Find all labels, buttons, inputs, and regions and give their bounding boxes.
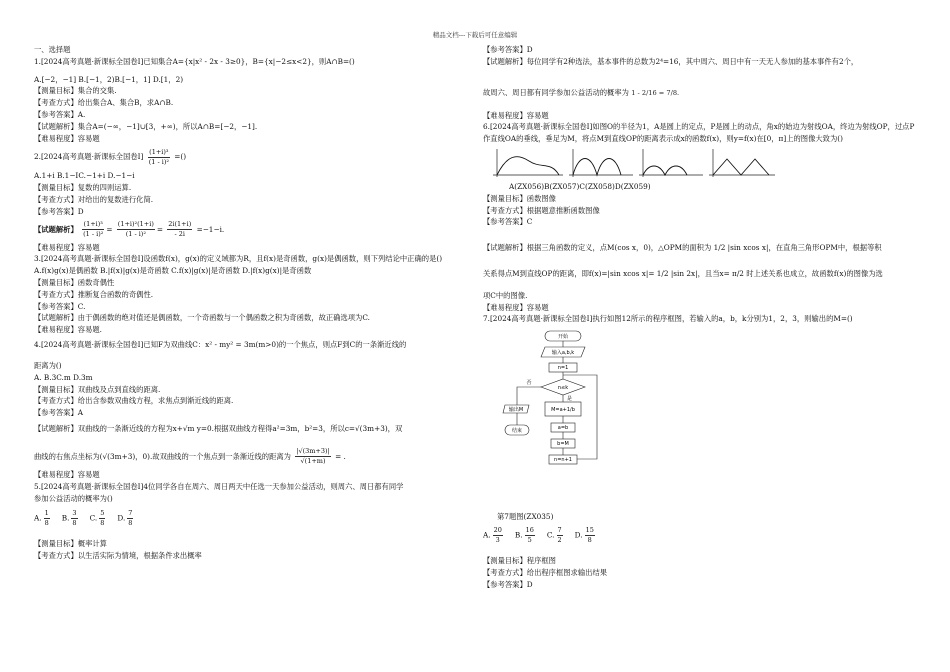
q6-graph-labels: A(ZX056)B(ZX057)C(ZX058)D(ZX059) xyxy=(509,181,651,191)
left-column xyxy=(34,44,466,562)
q5-stem: 5.[2024高考真题·新课标全国卷Ⅰ]4位同学各自在周六、周日两天中任选一天参加公益活动，则周六、周日都有同学 xyxy=(34,481,404,491)
q1-goal: 【测量目标】集合的交集. xyxy=(34,86,117,96)
q6-graph-c xyxy=(639,149,703,177)
q5-choice-d-num: 7 xyxy=(128,508,133,517)
q4-dist-den: √(1+m) xyxy=(300,457,326,466)
q7-choice-d-frac xyxy=(585,526,595,545)
flow-output: 输出M xyxy=(508,407,524,414)
q2-expression xyxy=(148,148,170,167)
flow-no-label: 否 xyxy=(526,380,532,387)
q7-choice-a-frac xyxy=(493,526,503,545)
q3-method: 【考查方式】推断复合函数的奇偶性. xyxy=(34,289,154,299)
q2-analysis: 【试题解析】 $\frac{\text{(1+i)³}}{\text{(1 - i)²}}$ = $\frac{\text{(1+i)²(1+i)}}{\text{(1 - i)²}}$ = $\frac{2i(1+i)}{- 2i}$ =−1−i. xyxy=(34,220,225,239)
q7-method: 【考查方式】给出程序框图求输出结果 xyxy=(483,567,608,577)
flow-calc: M=a+1/b xyxy=(551,407,575,414)
q5-choice-a-letter: A. xyxy=(34,513,42,523)
q5-choice-a-num: 1 xyxy=(44,508,49,517)
q1-method: 【考查方式】给出集合A、集合B，求A∩B. xyxy=(34,98,174,108)
q4-stem-2: 距离为() xyxy=(34,360,62,370)
q5-analysis: 【试题解析】每位同学有2种选法，基本事件的总数为2⁴=16，其中周六、周日中有一天无人参加的基本事件有2个， xyxy=(483,56,859,66)
q7-choice-d xyxy=(575,526,597,545)
q5-answer: 【参考答案】D xyxy=(483,45,533,54)
q6-level: 【难易程度】容易题 xyxy=(483,302,549,312)
q2-frac-2-den: (1 - i)² xyxy=(125,230,146,239)
q4-analysis-2-text: 曲线的右焦点坐标为(√(3m+3)，0).故双曲线的一个焦点到一条渐近线的距离为 xyxy=(34,451,291,461)
q7-stem: 7.[2024高考真题·新课标全国卷Ⅰ]执行如图12所示的程序框图，若输入的a，b，k分别为1，2，3，则输出的M=() xyxy=(483,314,853,324)
q7-choice-a-num: 20 xyxy=(493,526,502,535)
q5-choice-b xyxy=(62,509,80,528)
q5-choice-b-letter: B. xyxy=(61,513,70,523)
q5-level: 【难易程度】容易题 xyxy=(483,110,549,120)
q7-goal: 【测量目标】程序框图 xyxy=(483,555,556,565)
q4-distance-frac xyxy=(295,447,330,466)
q5-choice-b-den: 8 xyxy=(72,518,77,527)
flow-yes-label: 是 xyxy=(567,396,573,403)
q5-choice-a-frac xyxy=(44,509,50,528)
q6-analysis-2: 关系得点M到直线OP的距离，即f(x)=|sin xcos x|= 1/2 |sin 2x|，且当x= π/2 时上述关系也成立，故函数f(x)的图像为选 xyxy=(483,268,883,278)
q7-choice-c-den: 2 xyxy=(557,536,562,545)
q7-choice-d-letter: D. xyxy=(574,530,583,540)
q7-choice-c xyxy=(547,526,565,545)
q5-choice-c-frac xyxy=(99,509,105,528)
q2-goal: 【测量目标】复数的四则运算. xyxy=(34,183,132,193)
q6-graph-b xyxy=(569,149,633,177)
flow-init: n=1 xyxy=(557,365,569,372)
q2-frac-3-den: - 2i xyxy=(174,230,186,239)
q1-level: 【难易程度】容易题 xyxy=(34,133,100,143)
q2-choices: A.1+i B.1−IC.−1+i D.−1−i xyxy=(34,171,135,181)
page-header: 精品文档---下载后可任意编辑 xyxy=(432,31,518,39)
q7-choice-b-frac xyxy=(525,526,535,545)
q3-stem: 3.[2024高考真题·新课标全国卷Ⅰ]设函数f(x)，g(x)的定义域都为R，且f(x)是奇函数，g(x)是偶函数，则下列结论中正确的是() xyxy=(34,254,443,264)
q2-frac-3 xyxy=(167,220,192,239)
q7-choice-a-den: 3 xyxy=(495,536,500,545)
q7-choice-d-den: 8 xyxy=(587,536,592,545)
q5-analysis-2-text: 故周六、周日都有同学参加公益活动的概率为 xyxy=(483,87,629,97)
q7-choice-c-letter: C. xyxy=(546,530,555,540)
q5-choice-a-den: 8 xyxy=(44,518,49,527)
q6-stem: 6.[2024高考真题·新课标全国卷Ⅰ]如图O的半径为1，A是圆上的定点，P是圆上的动点，角x的始边为射线OA，终边为射线OP，过点P作直线OA的垂线，垂足为M，将点M到直线OP的距离表示成x的函数f(x)，则y=f(x)在[0，π]上的图像大致为() xyxy=(483,122,915,144)
q1-answer: 【参考答案】A. xyxy=(34,109,86,119)
q5-choice-c-num: 5 xyxy=(100,508,105,517)
q7-choice-b-num: 16 xyxy=(525,526,534,535)
q7-choice-c-frac xyxy=(557,526,563,545)
q2-analysis-tail: =−1−i. xyxy=(196,224,225,234)
q2-stem xyxy=(34,144,466,170)
q5-choice-c-den: 8 xyxy=(100,518,105,527)
q6-graph-d xyxy=(709,149,775,177)
flow-step-b: b=M xyxy=(557,441,569,448)
q5-choice-b-num: 3 xyxy=(72,508,77,517)
q5-probability-expr: 1 - 2/16 = 7/8. xyxy=(631,88,680,97)
q4-stem: 4.[2024高考真题·新课标全国卷Ⅰ]已知F为双曲线C：x² - my² = 3m(m>0)的一个焦点，则点F到C的一条渐近线的 xyxy=(34,339,407,349)
q2-answer: 【参考答案】D xyxy=(34,206,84,216)
q1-analysis: 【试题解析】集合A=(−∞，−1]∪[3，+∞)，所以A∩B=[−2，−1]. xyxy=(34,121,258,131)
q7-answer: 【参考答案】D xyxy=(483,579,533,589)
flow-step-a: a=b xyxy=(557,425,569,432)
q7-choices xyxy=(483,523,917,549)
q2-expr-den: (1 - i)² xyxy=(148,157,169,166)
q5-choice-d-frac xyxy=(127,509,133,528)
q3-goal: 【测量目标】函数奇偶性 xyxy=(34,277,115,287)
q6-goal: 【测量目标】函数图像 xyxy=(483,193,556,203)
q4-choices: A. B.3C.m D.3m xyxy=(34,372,93,382)
q2-frac-1-den: (1 - i)² xyxy=(83,230,104,239)
section-title: 一、选择题 xyxy=(34,45,71,54)
q7-choice-d-num: 15 xyxy=(585,526,594,535)
q7-choice-b-letter: B. xyxy=(514,530,523,540)
flow-input: 输入a,b,k xyxy=(551,350,575,357)
q2-stem-suffix: =() xyxy=(174,152,187,162)
q5-choice-d-den: 8 xyxy=(128,518,133,527)
q1-choices: A.[−2，−1] B.[−1，2)B.[−1，1] D.[1，2) xyxy=(34,74,184,84)
q6-graph-a xyxy=(493,149,563,177)
q7-choice-c-num: 7 xyxy=(557,526,562,535)
q4-level: 【难易程度】容易题 xyxy=(34,469,100,479)
q4-goal: 【测量目标】双曲线及点到直线的距离. xyxy=(34,384,161,394)
q4-analysis: 【试题解析】双曲线的一条渐近线的方程为x+√m y=0.根据双曲线方程得a²=3m，b²=3，所以c=√(3m+3)，双 xyxy=(34,423,403,433)
q4-dist-num: |√(3m+3)| xyxy=(296,447,330,456)
q7-caption: 第7题图(ZX035) xyxy=(497,512,554,522)
q7-choice-a xyxy=(483,526,505,545)
q2-frac-3-num: 2i(1+i) xyxy=(168,220,192,229)
q7-choice-a-letter: A. xyxy=(483,530,491,540)
flow-condition: n≤k xyxy=(557,385,569,392)
q2-method: 【考查方式】对给出的复数进行化简. xyxy=(34,194,154,204)
q2-frac-2-num: (1+i)²(1+i) xyxy=(117,220,154,229)
flow-step-n: n=n+1 xyxy=(554,457,572,464)
q5-choice-d-letter: D. xyxy=(117,513,126,523)
q2-level: 【难易程度】容易题 xyxy=(34,242,100,252)
q2-expr-num: (1+i)³ xyxy=(149,147,169,156)
q3-choices: A.f(x)g(x)是偶函数 B.|f(x)|g(x)是奇函数 C.f(x)|g(x)|是奇函数 D.|f(x)g(x)|是奇函数 xyxy=(34,266,312,276)
q5-goal: 【测量目标】概率计算 xyxy=(34,539,107,549)
q4-analysis-2 xyxy=(34,445,466,469)
q6-graph-options xyxy=(483,147,783,181)
q3-answer: 【参考答案】C. xyxy=(34,301,86,311)
q2-analysis-label: 【试题解析】 xyxy=(34,224,78,234)
q6-method: 【考查方式】根据题意推断函数图像 xyxy=(483,205,600,215)
q5-method: 【考查方式】以生活实际为情境，根据条件求出概率 xyxy=(34,551,202,561)
q5-choice-c xyxy=(90,509,108,528)
q1-stem: 1.[2024高考真题·新课标全国卷Ⅰ]已知集合A={x|x² - 2x - 3≥0}，B={x|−2≤x<2}，则A∩B=() xyxy=(34,56,355,66)
q2-frac-1 xyxy=(82,220,104,239)
q5-analysis-2 xyxy=(483,82,917,104)
q5-choices xyxy=(34,504,466,532)
q5-choice-c-letter: C. xyxy=(89,513,98,523)
q7-choice-b-den: 5 xyxy=(527,536,532,545)
q6-analysis: 【试题解析】根据三角函数的定义，点M(cos x，0)，△OPM的面积为 1/2 |sin xcos x|，在直角三角形OPM中，根据等积 xyxy=(483,243,882,253)
q3-analysis: 【试题解析】由于偶函数的绝对值还是偶函数，一个奇函数与一个偶函数之积为奇函数，故正确选项为C. xyxy=(34,313,370,323)
flow-end: 结束 xyxy=(511,428,523,435)
q5-stem-2: 参加公益活动的概率为() xyxy=(34,493,113,503)
q5-choice-b-frac xyxy=(71,509,77,528)
q2-frac-1-num: (1+i)³ xyxy=(83,220,103,229)
q7-choice-b xyxy=(515,526,537,545)
q2-stem-prefix: 2.[2024高考真题·新课标全国卷Ⅰ] xyxy=(34,152,144,162)
q6-analysis-3: 项C中的图像. xyxy=(483,290,528,300)
q2-frac-2 xyxy=(117,220,155,239)
right-column xyxy=(483,44,917,590)
q7-flowchart xyxy=(493,329,633,509)
q5-choice-d xyxy=(117,509,135,528)
flow-start: 开始 xyxy=(557,334,569,341)
q3-level: 【难易程度】容易题. xyxy=(34,325,102,335)
q4-answer: 【参考答案】A xyxy=(34,408,84,418)
q4-method: 【考查方式】给出含参数双曲线方程，求焦点到渐近线的距离. xyxy=(34,396,234,406)
q5-choice-a xyxy=(34,509,52,528)
q4-dist-tail: = . xyxy=(335,451,346,461)
q6-answer: 【参考答案】C xyxy=(483,217,533,227)
